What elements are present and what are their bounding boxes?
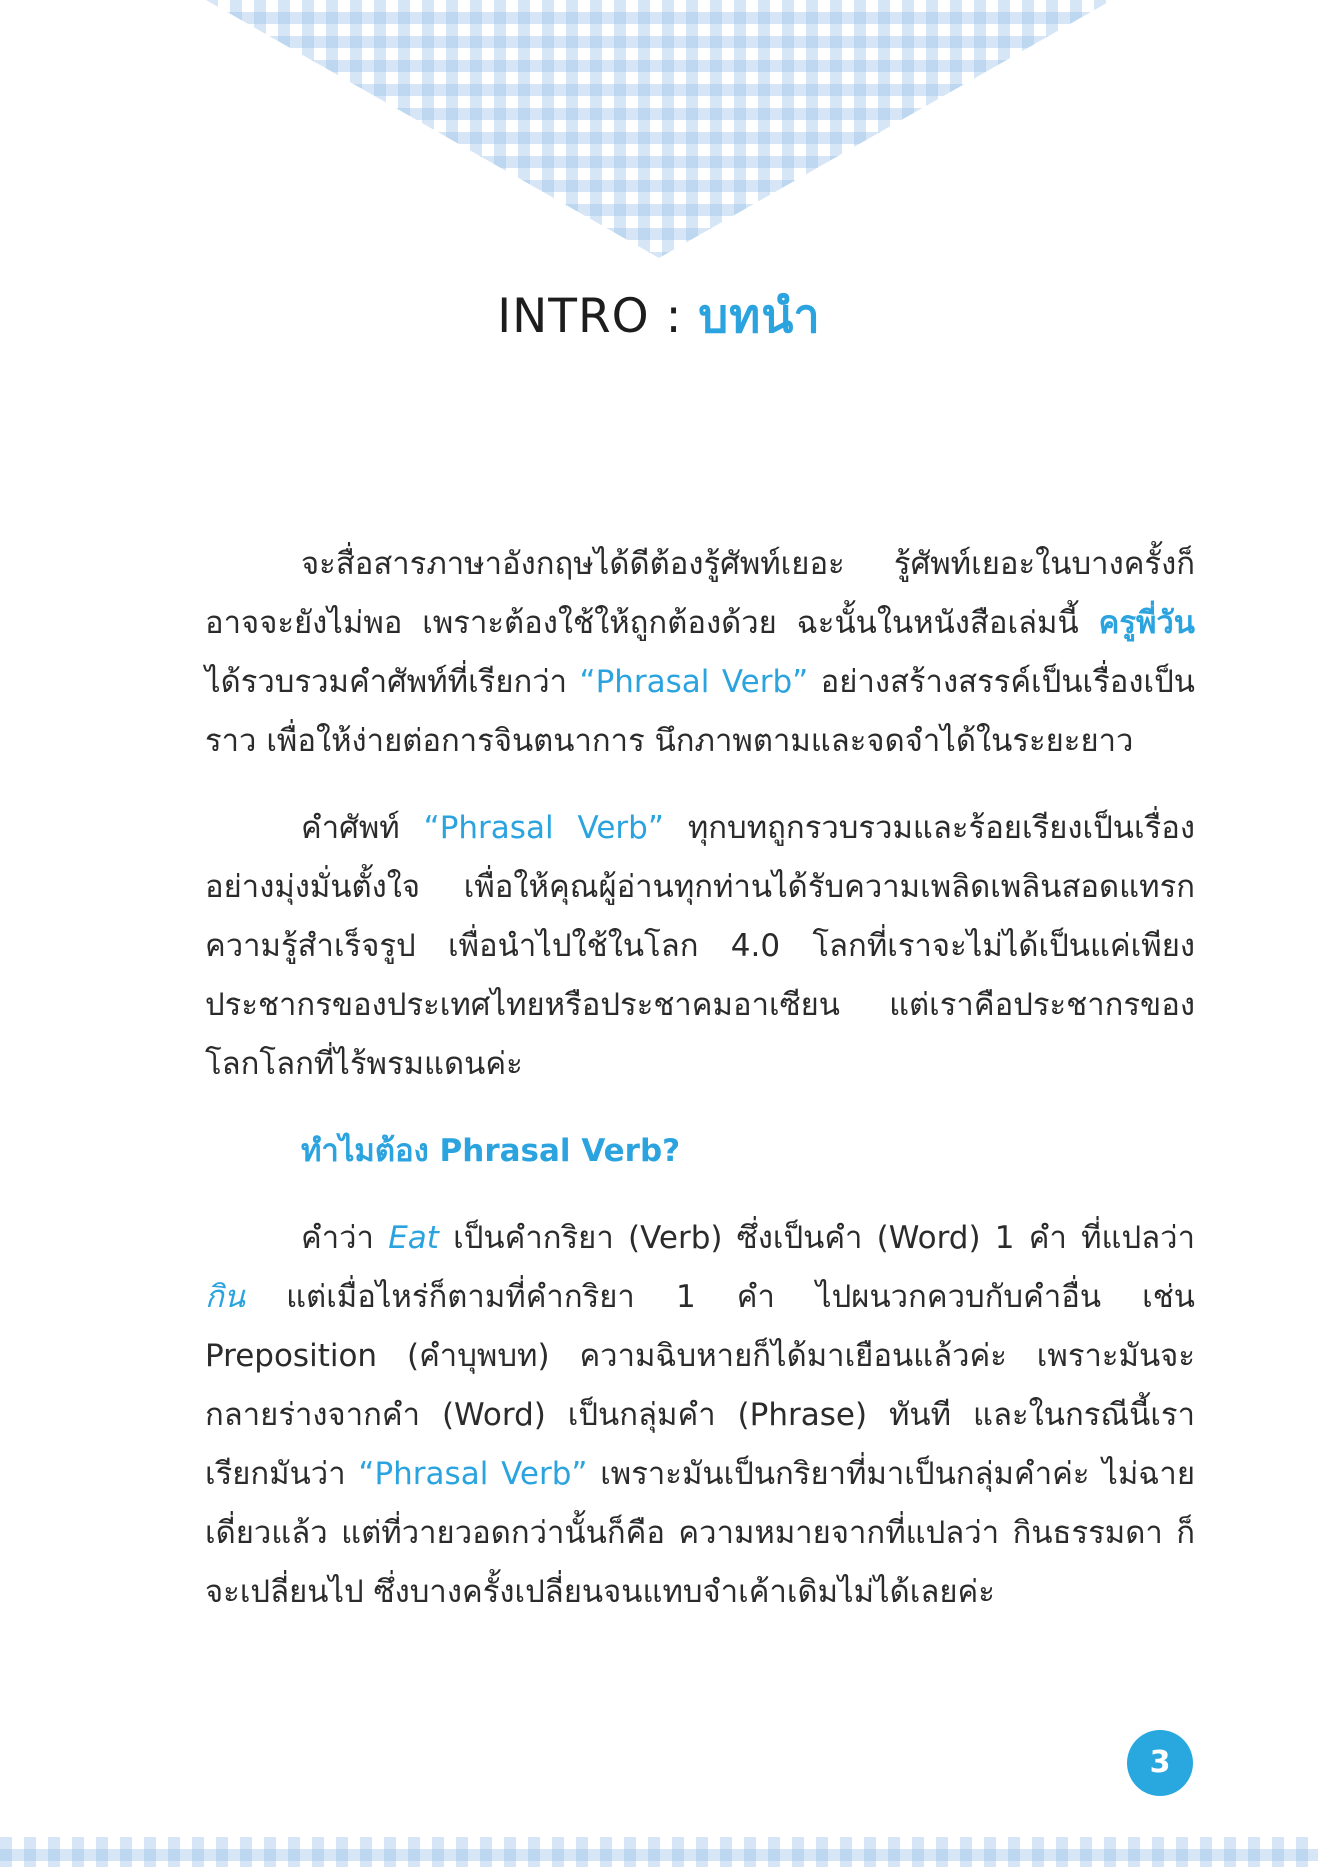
author-name: ครูพี่วัน [1098, 605, 1195, 641]
paragraph-3-text-b: เป็นคำกริยา (Verb) ซึ่งเป็นคำ (Word) 1 คำ ที่แปลว่า [438, 1220, 1195, 1256]
page-title [0, 278, 1318, 353]
paragraph-2-text-a: คำศัพท์ [301, 810, 424, 846]
paragraph-1-text-c: อย่างสร้างสรรค์เป็นเรื่องเป็นราว เพื่อให้ง่ายต่อการจินตนาการ นึกภาพตามและจดจำได้ในระยะยาว [205, 664, 1195, 759]
page-number-badge: 3 [1127, 1730, 1193, 1796]
title-separator: : [649, 289, 699, 344]
paragraph-3-text-a: คำว่า [301, 1220, 389, 1256]
paragraph-2-text-b: ทุกบทถูกรวบรวมและร้อยเรียงเป็นเรื่องอย่างมุ่งมั่นตั้งใจ เพื่อให้คุณผู้อ่านทุกท่านได้รับความเพลิดเพลินสอดแทรกความรู้สำเร็จรูป เพื่อนำไปใช้ในโลก 4.0 โลกที่เราจะไม่ได้เป็นแค่เพียงประชากรของประเทศไทยหรือประชาคมอาเซียน แต่เราคือประชากรของโลกโลกที่ไร้พรมแดนค่ะ [205, 810, 1195, 1082]
paragraph-3-text-d: เพราะมันเป็นกริยาที่มาเป็นกลุ่มคำค่ะ ไม่ฉายเดี่ยวแล้ว แต่ที่วายวอดกว่านั้นก็คือ ความหมายจากที่แปลว่า กินธรรมดา ก็จะเปลี่ยนไป ซึ่งบางครั้งเปลี่ยนจนแทบจำเค้าเดิมไม่ได้เลยค่ะ [205, 1456, 1195, 1610]
example-word-kin: กิน [205, 1279, 245, 1315]
paragraph-1-text-a: จะสื่อสารภาษาอังกฤษได้ดีต้องรู้ศัพท์เยอะ รู้ศัพท์เยอะในบางครั้งก็อาจจะยังไม่พอ เพราะต้องใช้ให้ถูกต้องด้วย ฉะนั้นในหนังสือเล่มนี้ [205, 546, 1195, 641]
paragraph-3-text-c: แต่เมื่อไหร่ก็ตามที่คำกริยา 1 คำ ไปผนวกควบกับคำอื่น เช่น Preposition (คำบุพบท) ความฉิบหายก็ได้มาเยือนแล้วค่ะ เพราะมันจะกลายร่างจากคำ (Word) เป็นกลุ่มคำ (Phrase) ทันที และในกรณีนี้เราเรียกมันว่า [205, 1279, 1195, 1492]
paragraph-1-text-b: ได้รวบรวมคำศัพท์ที่เรียกว่า [205, 664, 580, 700]
paragraph-1 [205, 535, 1195, 771]
paragraph-2 [205, 799, 1195, 1094]
gingham-footer-strip [0, 1837, 1318, 1867]
paragraph-3 [205, 1209, 1195, 1622]
intro-body [205, 535, 1195, 1650]
title-thai: บทนำ [698, 289, 821, 344]
section-subheading: ทำไมต้อง Phrasal Verb? [301, 1133, 681, 1169]
phrasal-verb-term: “Phrasal Verb” [579, 664, 809, 700]
phrasal-verb-term: “Phrasal Verb” [423, 810, 664, 846]
phrasal-verb-term: “Phrasal Verb” [358, 1456, 588, 1492]
example-word-eat: Eat [388, 1220, 439, 1256]
title-prefix: INTRO [497, 289, 650, 344]
gingham-header-banner [206, 0, 1112, 258]
